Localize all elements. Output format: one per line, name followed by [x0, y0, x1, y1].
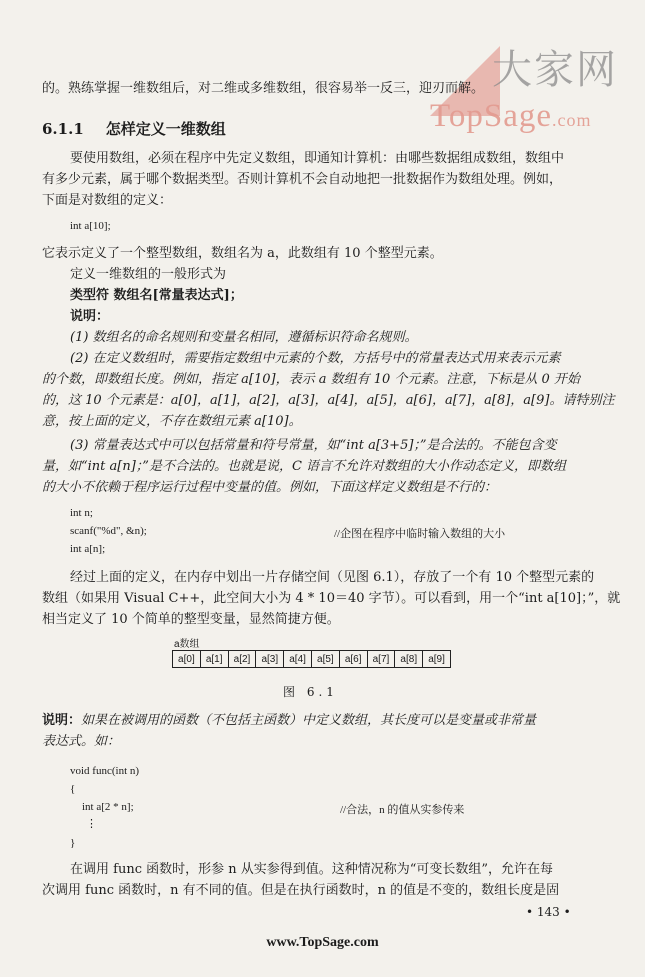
code3-line2: {: [70, 783, 76, 795]
figure-array-label: a数组: [174, 639, 200, 650]
watermark-english: TopSage.com: [430, 98, 592, 134]
page-number: • 143 •: [526, 905, 571, 919]
code2-line1: int n;: [70, 507, 93, 519]
note4-line2: 表达式。如：: [42, 734, 121, 749]
note3-line1: (3) 常量表达式中可以包括常量和符号常量，如“int a[3+5]；”是合法的。不能包含变: [70, 438, 557, 453]
para2: 它表示定义了一个整型数组，数组名为 a，此数组有 10 个整型元素。: [42, 246, 443, 261]
code3-line3: int a[2 * n];: [82, 801, 134, 813]
note2-line1: (2) 在定义数组时，需要指定数组中元素的个数，方括号中的常量表达式用来表示元素: [70, 351, 561, 366]
general-form: 类型符 数组名[常量表达式]；: [70, 288, 243, 303]
array-cell: a[5]: [312, 651, 340, 668]
code2-line2: scanf("%d", &n);: [70, 525, 147, 537]
note2-line4: 意，按上面的定义，不存在数组元素 a[10]。: [42, 414, 302, 429]
note3-line2: 量，如“int a[n]；”是不合法的。也就是说，C 语言不允许对数组的大小作动态定义，即数组: [42, 459, 567, 474]
array-cell: a[2]: [229, 651, 257, 668]
array-cell: a[6]: [340, 651, 368, 668]
note3-line3: 的大小不依赖于程序运行过程中变量的值。例如，下面这样定义数组是不行的：: [42, 480, 498, 495]
para1-line2: 有多少元素，属于哪个数据类型。否则计算机不会自动地把一批数据作为数组处理。例如，: [42, 172, 563, 187]
note2-line3: 的，这 10 个元素是：a[0]，a[1]，a[2]，a[3]，a[4]，a[5]，a[6]，a[7]，a[8]，a[9]。请特别注: [42, 393, 615, 408]
code3-line1: void func(int n): [70, 765, 140, 777]
footer-url: www.TopSage.com: [266, 935, 379, 950]
para4-line2: 次调用 func 函数时，n 有不同的值。但是在执行函数时，n 的值是不变的，数组长度是固: [42, 883, 560, 898]
para1-line3: 下面是对数组的定义：: [42, 193, 173, 208]
code3-line5: }: [70, 837, 76, 849]
para3-line1: 经过上面的定义，在内存中划出一片存储空间（见图 6.1），存放了一个有 10 个整型元素的: [70, 570, 595, 585]
array-cell: a[8]: [395, 651, 423, 668]
note1: (1) 数组名的命名规则和变量名相同，遵循标识符命名规则。: [70, 330, 418, 345]
para3-line3: 相当定义了 10 个简单的整型变量，显然简捷方便。: [42, 612, 340, 627]
array-cell: a[3]: [256, 651, 284, 668]
array-diagram: [172, 650, 451, 668]
code-example-1: int a[10];: [70, 220, 111, 232]
code2-line3: int a[n];: [70, 543, 106, 555]
section-heading: 6.1.1 怎样定义一维数组: [42, 120, 226, 138]
array-cell: a[0]: [173, 651, 201, 668]
intro-line: 的。熟练掌握一维数组后，对二维或多维数组，很容易举一反三，迎刃而解。: [42, 81, 485, 96]
array-cell: a[7]: [368, 651, 396, 668]
array-cell: a[9]: [423, 651, 451, 668]
note4-line1: 说明：如果在被调用的函数（不包括主函数）中定义数组，其长度可以是变量或非常量: [42, 713, 537, 728]
para1-line1: 要使用数组，必须在程序中先定义数组，即通知计算机：由哪些数据组成数组，数组中: [70, 151, 565, 166]
note-label: 说明：: [70, 309, 110, 324]
general-form-intro: 定义一维数组的一般形式为: [70, 267, 227, 282]
para3-line2: 数组（如果用 Visual C++，此空间大小为 4 * 10＝40 字节）。可以看到，用一个“int a[10]；”，就: [42, 591, 621, 606]
note2-line2: 的个数，即数组长度。例如，指定 a[10]，表示 a 数组有 10 个元素。注意，下标是从 0 开始: [42, 372, 580, 387]
code3-comment: //合法，n 的值从实参传来: [340, 804, 465, 816]
array-cell: a[4]: [284, 651, 312, 668]
code3-ellipsis: ⋮: [86, 818, 97, 830]
figure-caption: 图 6.1: [283, 685, 338, 699]
array-cell: a[1]: [201, 651, 229, 668]
para4-line1: 在调用 func 函数时，形参 n 从实参得到值。这种情况称为“可变长数组”，允许在每: [70, 862, 554, 877]
code2-comment: //企图在程序中临时输入数组的大小: [334, 528, 506, 540]
watermark-chinese: 大家网: [492, 47, 618, 93]
